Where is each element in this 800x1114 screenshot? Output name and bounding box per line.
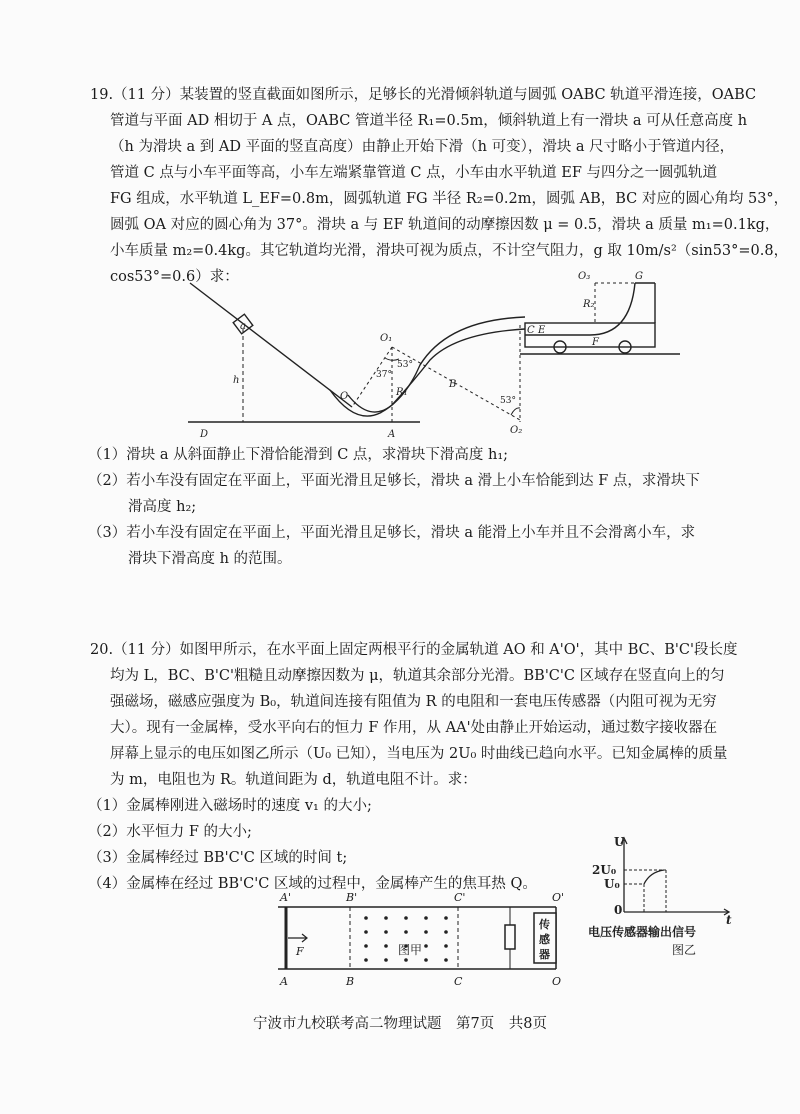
field-dot <box>384 930 388 934</box>
incline-track <box>190 283 352 407</box>
label-c: C <box>527 325 535 336</box>
label-a-point: A <box>388 429 396 440</box>
field-dot <box>404 916 408 920</box>
field-dot <box>364 958 368 962</box>
sensor-output-title: 电压传感器输出信号 <box>588 925 697 939</box>
field-dot <box>364 930 368 934</box>
resistor-r <box>505 925 515 949</box>
q19-part-3: （3）若小车没有固定在平面上，平面光滑且足够长，滑块 a 能滑上小车并且不会滑离小车，求 <box>88 525 696 541</box>
label-angle-53-bottom: 53° <box>500 396 516 406</box>
q20-figure-yi <box>588 832 748 942</box>
field-dot <box>404 930 408 934</box>
q20-line-3: 强磁场，磁感应强度为 B₀，轨道间连接有阻值为 R 的电阻和一套电压传感器（内阻可视为无穷 <box>110 694 717 710</box>
field-dot <box>384 916 388 920</box>
label-a: A <box>280 975 288 988</box>
q19-line-2: 管道与平面 AD 相切于 A 点，OABC 管道半径 R₁=0.5m，倾斜轨道上有一滑块 a 可从任意高度 h <box>110 113 748 129</box>
label-o3: O₃ <box>578 271 591 282</box>
q19-part-1: （1）滑块 a 从斜面静止下滑恰能滑到 C 点，求滑块下滑高度 h₁; <box>88 447 509 463</box>
caption-yi: 图乙 <box>672 943 697 957</box>
label-c-prime: C' <box>454 891 466 904</box>
q19-part-2: （2）若小车没有固定在平面上，平面光滑且足够长，滑块 a 滑上小车恰能到达 F 点，求滑块下 <box>88 473 700 489</box>
q19-line-7: 小车质量 m₂=0.4kg。其它轨道均光滑，滑块可视为质点，不计空气阻力，g 取 10m/s²（sin53°=0.8， <box>110 243 789 259</box>
caption-jia: 图甲 <box>398 943 423 957</box>
q19-line-1: 19.（11 分）某装置的竖直截面如图所示，足够长的光滑倾斜轨道与圆弧 OABC 轨道平滑连接，OABC <box>90 87 757 103</box>
field-dot <box>444 944 448 948</box>
q20-part-4: （4）金属棒在经过 BB'C'C 区域的过程中，金属棒产生的焦耳热 Q。 <box>88 876 537 892</box>
label-h: h <box>233 375 240 386</box>
label-r1: R₁ <box>396 387 408 398</box>
q19-figure <box>180 265 680 445</box>
field-dot <box>364 944 368 948</box>
field-dot <box>444 930 448 934</box>
page-footer: 宁波市九校联考高二物理试题 第7页 共8页 <box>253 1016 547 1032</box>
field-dot <box>444 958 448 962</box>
label-o: O <box>340 391 349 402</box>
q20-part-3: （3）金属棒经过 BB'C'C 区域的时间 t; <box>88 850 348 866</box>
q19-part-2-cont: 滑高度 h₂; <box>128 499 197 515</box>
label-force-f: F <box>296 945 304 958</box>
pipe-inner <box>348 329 525 412</box>
voltage-curve <box>644 870 664 884</box>
label-t: t <box>726 913 732 927</box>
field-dot <box>384 958 388 962</box>
field-dot <box>424 916 428 920</box>
label-u0: U₀ <box>604 877 620 891</box>
field-dot <box>424 930 428 934</box>
sensor-char-3: 器 <box>539 948 550 961</box>
q19-line-4: 管道 C 点与小车平面等高，小车左端紧靠管道 C 点，小车由水平轨道 EF 与四分之一圆弧轨道 <box>110 165 717 181</box>
q20-line-1: 20.（11 分）如图甲所示，在水平面上固定两根平行的金属轨道 AO 和 A'O'，其中 BC、B'C'段长度 <box>90 642 738 658</box>
sensor-char-2: 感 <box>539 933 550 946</box>
label-d: D <box>200 429 209 440</box>
label-b: B <box>346 975 355 988</box>
q20-line-6: 为 m，电阻也为 R。轨道间距为 d，轨道电阻不计。求： <box>110 772 477 788</box>
q20-part-2: （2）水平恒力 F 的大小; <box>88 824 252 840</box>
label-f: F <box>592 337 599 348</box>
q20-part-1: （1）金属棒刚进入磁场时的速度 v₁ 的大小; <box>88 798 372 814</box>
label-a: a <box>240 321 246 332</box>
label-o-prime: O' <box>552 891 565 904</box>
label-angle-53-top: 53° <box>397 360 413 370</box>
q19-line-5: FG 组成，水平轨道 L_EF=0.8m，圆弧轨道 FG 半径 R₂=0.2m，圆弧 AB，BC 对应的圆心角均 53°， <box>110 191 789 207</box>
sensor-char-1: 传 <box>539 918 550 931</box>
q19-line-8: cos53°=0.6）求： <box>110 269 239 285</box>
label-o: O <box>552 975 562 988</box>
q19-line-3: （h 为滑块 a 到 AD 平面的竖直高度）由静止开始下滑（h 可变），滑块 a 尺寸略小于管道内径， <box>110 139 735 155</box>
label-o1: O₁ <box>380 333 393 344</box>
label-b-prime: B' <box>346 891 358 904</box>
label-2u0: 2U₀ <box>592 863 617 877</box>
label-e: E <box>538 325 546 336</box>
label-zero: 0 <box>614 903 623 917</box>
q20-line-2: 均为 L，BC、B'C'粗糙且动摩擦因数为 μ，轨道其余部分光滑。BB'C'C 区域存在竖直向上的匀 <box>110 668 725 684</box>
field-dot <box>384 944 388 948</box>
q20-line-5: 屏幕上显示的电压如图乙所示（U₀ 已知），当电压为 2U₀ 时曲线已趋向水平。已知金属棒的质量 <box>110 746 728 762</box>
label-r2: R₂ <box>583 299 595 310</box>
label-a-prime: A' <box>280 891 291 904</box>
q20-line-4: 大）。现有一金属棒，受水平向右的恒力 F 作用，从 AA'处由静止开始运动，通过数字接收器在 <box>110 720 718 736</box>
label-angle-37: 37° <box>376 370 392 380</box>
label-u: U <box>614 835 625 849</box>
label-g: G <box>635 271 643 282</box>
field-dot <box>364 916 368 920</box>
label-o2: O₂ <box>510 425 523 436</box>
label-c: C <box>454 975 463 988</box>
q19-part-3-cont: 滑块下滑高度 h 的范围。 <box>128 551 292 567</box>
field-dot <box>444 916 448 920</box>
label-b: B <box>449 379 457 390</box>
q19-line-6: 圆弧 OA 对应的圆心角为 37°。滑块 a 与 EF 轨道间的动摩擦因数 μ = 0.5，滑块 a 质量 m₁=0.1kg， <box>110 217 780 233</box>
field-dot <box>424 958 428 962</box>
field-dot <box>424 944 428 948</box>
